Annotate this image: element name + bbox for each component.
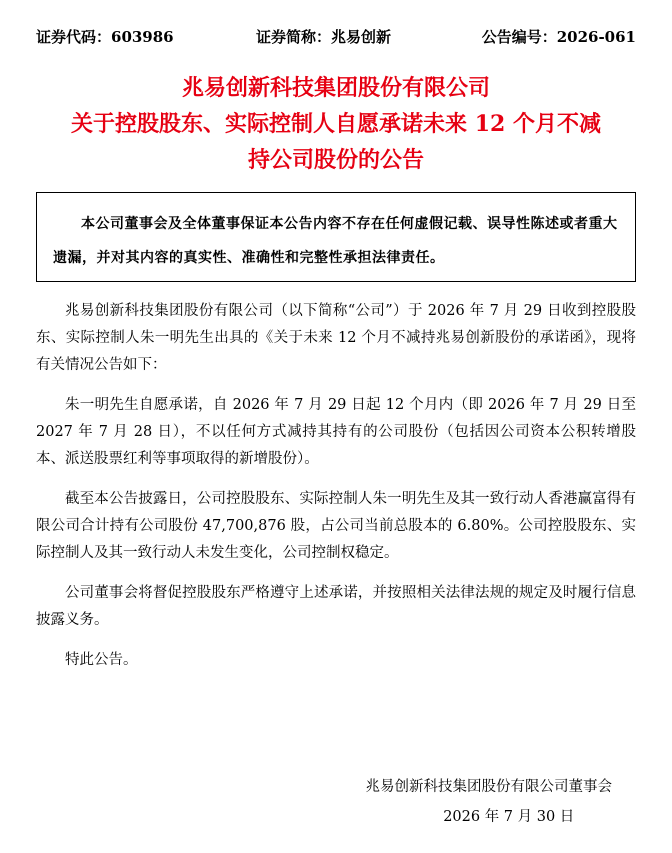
signature-block xyxy=(366,772,613,832)
paragraph-intro: 兆易创新科技集团股份有限公司（以下简称“公司”）于 2026 年 7 月 29 日收到控股股东、实际控制人朱一明先生出具的《关于未来 12 个月不减持兆易创新股份的承诺函》，现将有关情况公告如下： xyxy=(36,303,636,373)
disclaimer-text xyxy=(53,207,619,275)
paragraph-shareholding: 截至本公告披露日，公司控股股东、实际控制人朱一明先生及其一致行动人香港赢富得有限公司合计持有公司股份 47,700,876 股，占公司当前总股本的 6.80%。公司控股股东、实际控制人及其一致行动人未发生变化，公司控制权稳定。 xyxy=(36,491,636,561)
announcement-title xyxy=(20,70,652,178)
signature-org: 兆易创新科技集团股份有限公司董事会 xyxy=(365,779,612,795)
title-line-2: 关于控股股东、实际控制人自愿承诺未来 12 个月不减 xyxy=(71,111,601,137)
paragraph-closing: 特此公告。 xyxy=(65,652,138,668)
title-line-3: 持公司股份的公告 xyxy=(247,147,424,173)
disclaimer-box xyxy=(36,192,636,282)
paragraph-commitment: 朱一明先生自愿承诺，自 2026 年 7 月 29 日起 12 个月内（即 2026 年 7 月 29 日至 2027 年 7 月 28 日），不以任何方式减持其持有的公司股份（包括因公司资本公积转增股本、派送股票红利等事项取得的新增股份）。 xyxy=(36,397,636,467)
security-short-name: 证券简称：兆易创新 xyxy=(256,28,392,46)
header-bar xyxy=(36,26,636,50)
disclaimer-line-2: 者重大遗漏，并对其内容的真实性、准确性和完整性承担法律责任。 xyxy=(53,216,618,266)
disclaimer-line-1: 本公司董事会及全体董事保证本公告内容不存在任何虚假记载、误导性陈述或 xyxy=(81,216,574,232)
signature-date: 2026 年 7 月 30 日 xyxy=(443,809,575,825)
paragraph-supervision: 公司董事会将督促控股股东严格遵守上述承诺，并按照相关法律法规的规定及时履行信息披露义务。 xyxy=(36,585,636,628)
announcement-number: 公告编号：2026-061 xyxy=(481,28,636,46)
title-line-1: 兆易创新科技集团股份有限公司 xyxy=(181,75,490,101)
announcement-body xyxy=(36,298,636,687)
security-code: 证券代码：603986 xyxy=(36,28,174,46)
